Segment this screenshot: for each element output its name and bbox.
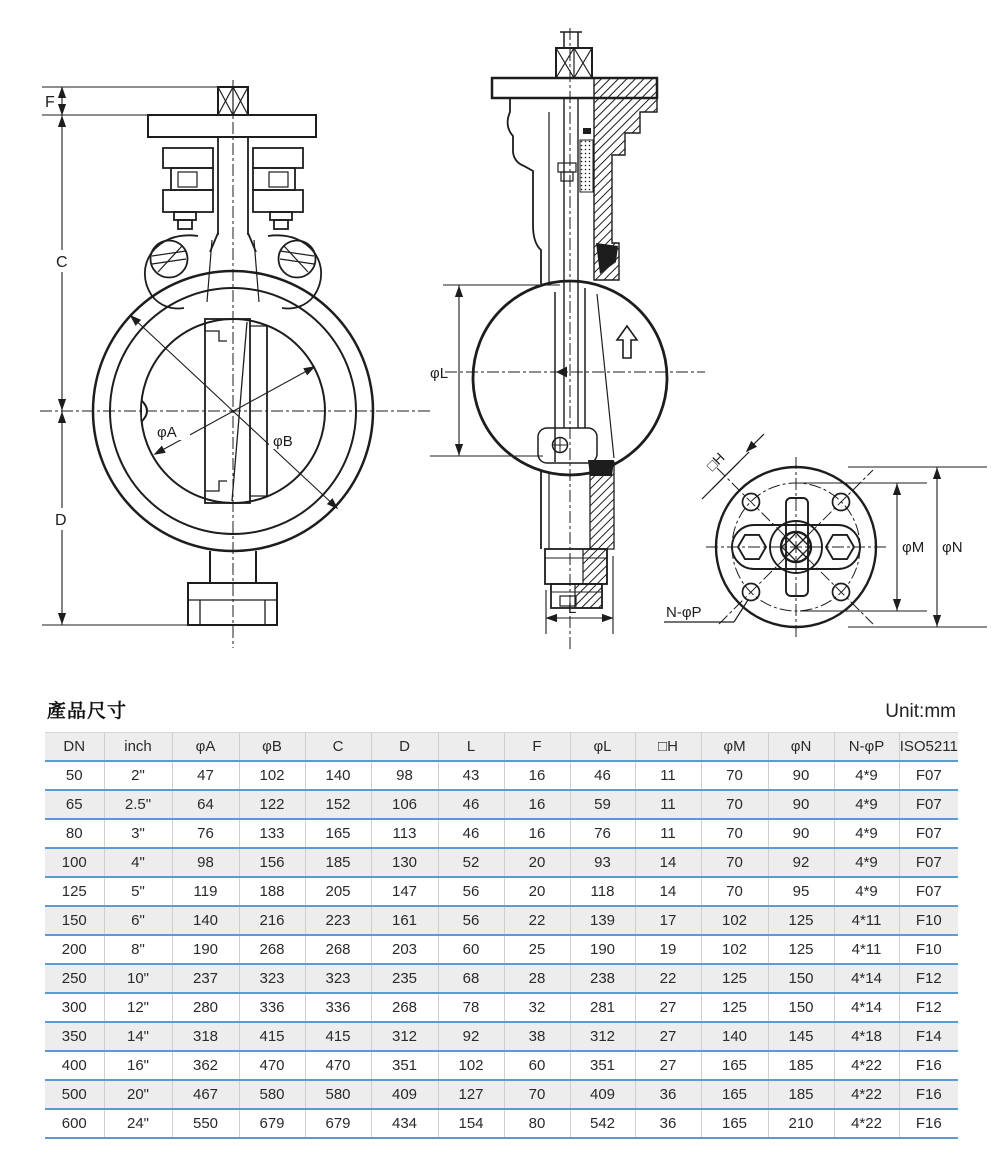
table-cell: 76 — [570, 819, 635, 848]
table-cell: 95 — [768, 877, 834, 906]
table-row — [45, 993, 958, 1022]
table-cell: 60 — [438, 935, 504, 964]
dim-label-square-h: □H — [703, 449, 728, 474]
table-row — [45, 1080, 958, 1109]
table-cell: 312 — [570, 1022, 635, 1051]
table-cell: 4*14 — [834, 993, 899, 1022]
table-cell: 70 — [701, 877, 768, 906]
table-cell: 216 — [239, 906, 305, 935]
table-cell: 140 — [172, 906, 239, 935]
table-cell: 68 — [438, 964, 504, 993]
table-cell: 98 — [371, 761, 438, 790]
table-cell: 185 — [768, 1080, 834, 1109]
table-cell: 434 — [371, 1109, 438, 1138]
table-cell: 102 — [701, 906, 768, 935]
table-cell: 14" — [104, 1022, 172, 1051]
table-cell: 323 — [305, 964, 371, 993]
table-cell: 10" — [104, 964, 172, 993]
table-cell: 22 — [635, 964, 701, 993]
table-cell: 16" — [104, 1051, 172, 1080]
table-cell: 100 — [61, 854, 87, 871]
table-cell: 415 — [239, 1022, 305, 1051]
table-cell: F16 — [899, 1080, 958, 1109]
table-cell: F16 — [899, 1051, 958, 1080]
table-row — [45, 790, 958, 819]
table-cell: 4*9 — [834, 819, 899, 848]
table-row — [45, 1051, 958, 1080]
table-row — [45, 877, 958, 906]
table-cell: 12" — [104, 993, 172, 1022]
table-cell: 679 — [305, 1109, 371, 1138]
table-cell: 8" — [104, 935, 172, 964]
section-view — [430, 28, 705, 650]
column-header: φN — [768, 733, 834, 762]
table-cell: 4*9 — [834, 877, 899, 906]
table-cell: 268 — [305, 935, 371, 964]
flow-direction-arrow — [617, 326, 637, 358]
table-row — [45, 848, 958, 877]
table-cell: 102 — [701, 935, 768, 964]
table-cell: 237 — [172, 964, 239, 993]
column-header: C — [305, 733, 371, 762]
table-cell: 150 — [768, 993, 834, 1022]
table-cell: 154 — [438, 1109, 504, 1138]
table-cell: 150 — [61, 912, 87, 929]
column-header: □H — [635, 733, 701, 762]
table-cell: 106 — [371, 790, 438, 819]
table-cell: 140 — [701, 1022, 768, 1051]
table-cell: 70 — [701, 819, 768, 848]
table-cell: 64 — [172, 790, 239, 819]
table-cell: 205 — [305, 877, 371, 906]
table-cell: F14 — [899, 1022, 958, 1051]
table-cell: 47 — [172, 761, 239, 790]
table-cell: 409 — [570, 1080, 635, 1109]
table-cell: 28 — [504, 964, 570, 993]
dimension-table — [45, 732, 958, 1139]
column-header: φM — [701, 733, 768, 762]
table-cell: 16 — [504, 790, 570, 819]
column-header: φA — [172, 733, 239, 762]
table-cell: 190 — [570, 935, 635, 964]
table-cell: 4*9 — [834, 848, 899, 877]
table-cell: F07 — [899, 819, 958, 848]
table-cell: 190 — [172, 935, 239, 964]
column-header: F — [504, 733, 570, 762]
table-cell: F07 — [899, 761, 958, 790]
table-header-row — [45, 733, 958, 762]
table-cell: 20" — [104, 1080, 172, 1109]
dim-label-n-phi-p: N-φP — [666, 604, 702, 621]
table-cell: 210 — [768, 1109, 834, 1138]
table-cell: 80 — [504, 1109, 570, 1138]
table-cell: 27 — [635, 993, 701, 1022]
table-cell: 4*22 — [834, 1080, 899, 1109]
table-cell: 150 — [768, 964, 834, 993]
table-cell: 165 — [701, 1109, 768, 1138]
table-cell: 235 — [371, 964, 438, 993]
table-cell: 200 — [61, 941, 87, 958]
table-cell: 165 — [305, 819, 371, 848]
table-cell: 27 — [635, 1051, 701, 1080]
table-cell: 11 — [635, 790, 701, 819]
dim-label-c: C — [56, 254, 68, 271]
table-title: 產品尺寸 — [47, 701, 128, 722]
table-row — [45, 761, 958, 790]
table-cell: 14 — [635, 848, 701, 877]
section-hatched-column — [580, 78, 657, 280]
table-cell: 280 — [172, 993, 239, 1022]
column-header: N-φP — [834, 733, 899, 762]
table-cell: 351 — [371, 1051, 438, 1080]
table-cell: 25 — [504, 935, 570, 964]
table-cell: 56 — [438, 906, 504, 935]
table-cell: 139 — [570, 906, 635, 935]
section-lower-body — [541, 460, 614, 608]
table-cell: 125 — [768, 906, 834, 935]
table-cell: 4*22 — [834, 1109, 899, 1138]
table-row — [45, 1022, 958, 1051]
table-cell: F10 — [899, 906, 958, 935]
table-cell: 156 — [239, 848, 305, 877]
table-body — [45, 761, 958, 1138]
table-cell: 113 — [371, 819, 438, 848]
table-cell: 165 — [701, 1051, 768, 1080]
table-cell: 20 — [504, 848, 570, 877]
dim-label-phi-n: φN — [942, 539, 963, 556]
table-row — [45, 819, 958, 848]
table-cell: 14 — [635, 877, 701, 906]
column-header: φB — [239, 733, 305, 762]
table-cell: 80 — [65, 825, 83, 842]
table-cell: 185 — [305, 848, 371, 877]
front-view-centerlines — [40, 80, 430, 648]
table-row — [45, 1109, 958, 1138]
table-cell: 5" — [104, 877, 172, 906]
table-cell: 24" — [104, 1109, 172, 1138]
table-cell: 152 — [305, 790, 371, 819]
table-cell: 188 — [239, 877, 305, 906]
column-header: D — [371, 733, 438, 762]
table-cell: 92 — [768, 848, 834, 877]
table-cell: 4*11 — [834, 906, 899, 935]
table-cell: 56 — [438, 877, 504, 906]
table-cell: 409 — [371, 1080, 438, 1109]
table-cell: 32 — [504, 993, 570, 1022]
table-cell: 125 — [61, 883, 87, 900]
table-cell: 46 — [438, 819, 504, 848]
table-cell: 4*18 — [834, 1022, 899, 1051]
table-row — [45, 906, 958, 935]
section-centerlines — [445, 28, 705, 650]
front-view — [40, 80, 430, 648]
column-header: inch — [104, 733, 172, 762]
table-cell: 90 — [768, 761, 834, 790]
table-cell: 165 — [701, 1080, 768, 1109]
table-cell: 6" — [104, 906, 172, 935]
table-cell: 268 — [371, 993, 438, 1022]
table-cell: 140 — [305, 761, 371, 790]
table-cell: 4*9 — [834, 790, 899, 819]
table-cell: 4" — [104, 848, 172, 877]
table-cell: 145 — [768, 1022, 834, 1051]
column-header: DN — [63, 738, 86, 755]
table-cell: 70 — [701, 848, 768, 877]
table-cell: 59 — [570, 790, 635, 819]
dim-label-phi-b: φB — [273, 433, 293, 450]
dim-label-phi-l: φL — [430, 365, 449, 382]
table-cell: 76 — [172, 819, 239, 848]
table-cell: 122 — [239, 790, 305, 819]
table-cell: 78 — [438, 993, 504, 1022]
table-cell: 238 — [570, 964, 635, 993]
table-cell: 119 — [172, 877, 239, 906]
table-cell: 70 — [701, 790, 768, 819]
table-cell: 16 — [504, 761, 570, 790]
lug-screw-left — [151, 241, 188, 278]
table-cell: 600 — [61, 1115, 87, 1132]
table-cell: F07 — [899, 877, 958, 906]
stem-center-arrow — [556, 367, 567, 378]
table-cell: 60 — [504, 1051, 570, 1080]
table-cell: 92 — [438, 1022, 504, 1051]
table-cell: 500 — [61, 1086, 87, 1103]
table-cell: 4*9 — [834, 761, 899, 790]
table-cell: 580 — [305, 1080, 371, 1109]
dim-label-l: L — [568, 600, 577, 617]
table-cell: 52 — [438, 848, 504, 877]
dimension-table-section — [45, 696, 958, 1139]
table-title-row — [47, 696, 956, 723]
table-cell: 90 — [768, 819, 834, 848]
table-cell: 470 — [239, 1051, 305, 1080]
table-cell: 127 — [438, 1080, 504, 1109]
table-cell: 118 — [570, 877, 635, 906]
table-cell: F07 — [899, 848, 958, 877]
table-cell: 70 — [504, 1080, 570, 1109]
table-cell: 36 — [635, 1109, 701, 1138]
table-cell: 415 — [305, 1022, 371, 1051]
table-cell: 102 — [438, 1051, 504, 1080]
dim-label-phi-a: φA — [157, 424, 177, 441]
lug-screw-right — [279, 241, 316, 278]
table-cell: F16 — [899, 1109, 958, 1138]
table-cell: 93 — [570, 848, 635, 877]
column-header: L — [438, 733, 504, 762]
table-cell: 130 — [371, 848, 438, 877]
disc-internals — [538, 288, 637, 463]
table-cell: 362 — [172, 1051, 239, 1080]
table-cell: 4*22 — [834, 1051, 899, 1080]
table-cell: 203 — [371, 935, 438, 964]
table-cell: 133 — [239, 819, 305, 848]
table-row — [45, 935, 958, 964]
table-cell: 147 — [371, 877, 438, 906]
table-cell: 281 — [570, 993, 635, 1022]
flange-view — [664, 434, 987, 639]
table-cell: 27 — [635, 1022, 701, 1051]
table-cell: 50 — [65, 767, 83, 784]
table-cell: 11 — [635, 819, 701, 848]
table-cell: 350 — [61, 1028, 87, 1045]
table-cell: 20 — [504, 877, 570, 906]
table-cell: 22 — [504, 906, 570, 935]
table-cell: 250 — [61, 970, 87, 987]
table-cell: 467 — [172, 1080, 239, 1109]
table-cell: 185 — [768, 1051, 834, 1080]
table-cell: 4*14 — [834, 964, 899, 993]
section-left-profile — [492, 98, 578, 428]
unit-label: Unit:mm — [885, 701, 956, 722]
table-cell: 19 — [635, 935, 701, 964]
table-cell: 400 — [61, 1057, 87, 1074]
table-cell: 542 — [570, 1109, 635, 1138]
dim-label-d: D — [55, 512, 67, 529]
table-cell: 323 — [239, 964, 305, 993]
table-cell: 16 — [504, 819, 570, 848]
table-cell: 300 — [61, 999, 87, 1016]
table-cell: 17 — [635, 906, 701, 935]
table-cell: 312 — [371, 1022, 438, 1051]
table-cell: 70 — [701, 761, 768, 790]
table-cell: 46 — [570, 761, 635, 790]
table-cell: 65 — [65, 796, 83, 813]
table-cell: 268 — [239, 935, 305, 964]
table-cell: F12 — [899, 964, 958, 993]
table-row — [45, 964, 958, 993]
table-cell: 336 — [239, 993, 305, 1022]
table-cell: 38 — [504, 1022, 570, 1051]
table-cell: F07 — [899, 790, 958, 819]
table-cell: 2.5" — [104, 790, 172, 819]
table-cell: 336 — [305, 993, 371, 1022]
table-cell: F12 — [899, 993, 958, 1022]
table-cell: 11 — [635, 761, 701, 790]
table-cell: 470 — [305, 1051, 371, 1080]
table-cell: 98 — [172, 848, 239, 877]
section-stem-packing — [556, 32, 592, 78]
table-cell: 223 — [305, 906, 371, 935]
table-cell: 2" — [104, 761, 172, 790]
table-cell: F10 — [899, 935, 958, 964]
table-cell: 318 — [172, 1022, 239, 1051]
dim-label-f: F — [45, 94, 55, 111]
dim-label-phi-m: φM — [902, 539, 925, 556]
table-cell: 125 — [701, 993, 768, 1022]
table-cell: 102 — [239, 761, 305, 790]
table-cell: 351 — [570, 1051, 635, 1080]
table-cell: 161 — [371, 906, 438, 935]
table-cell: 125 — [768, 935, 834, 964]
table-cell: 4*11 — [834, 935, 899, 964]
column-header: ISO5211 — [899, 733, 958, 762]
mounting-plate — [148, 115, 316, 137]
table-cell: 43 — [438, 761, 504, 790]
column-header: φL — [570, 733, 635, 762]
table-cell: 679 — [239, 1109, 305, 1138]
table-cell: 125 — [701, 964, 768, 993]
table-cell: 90 — [768, 790, 834, 819]
table-cell: 46 — [438, 790, 504, 819]
stem-packing-box — [218, 87, 248, 115]
table-cell: 580 — [239, 1080, 305, 1109]
table-cell: 3" — [104, 819, 172, 848]
table-cell: 550 — [172, 1109, 239, 1138]
table-cell: 36 — [635, 1080, 701, 1109]
